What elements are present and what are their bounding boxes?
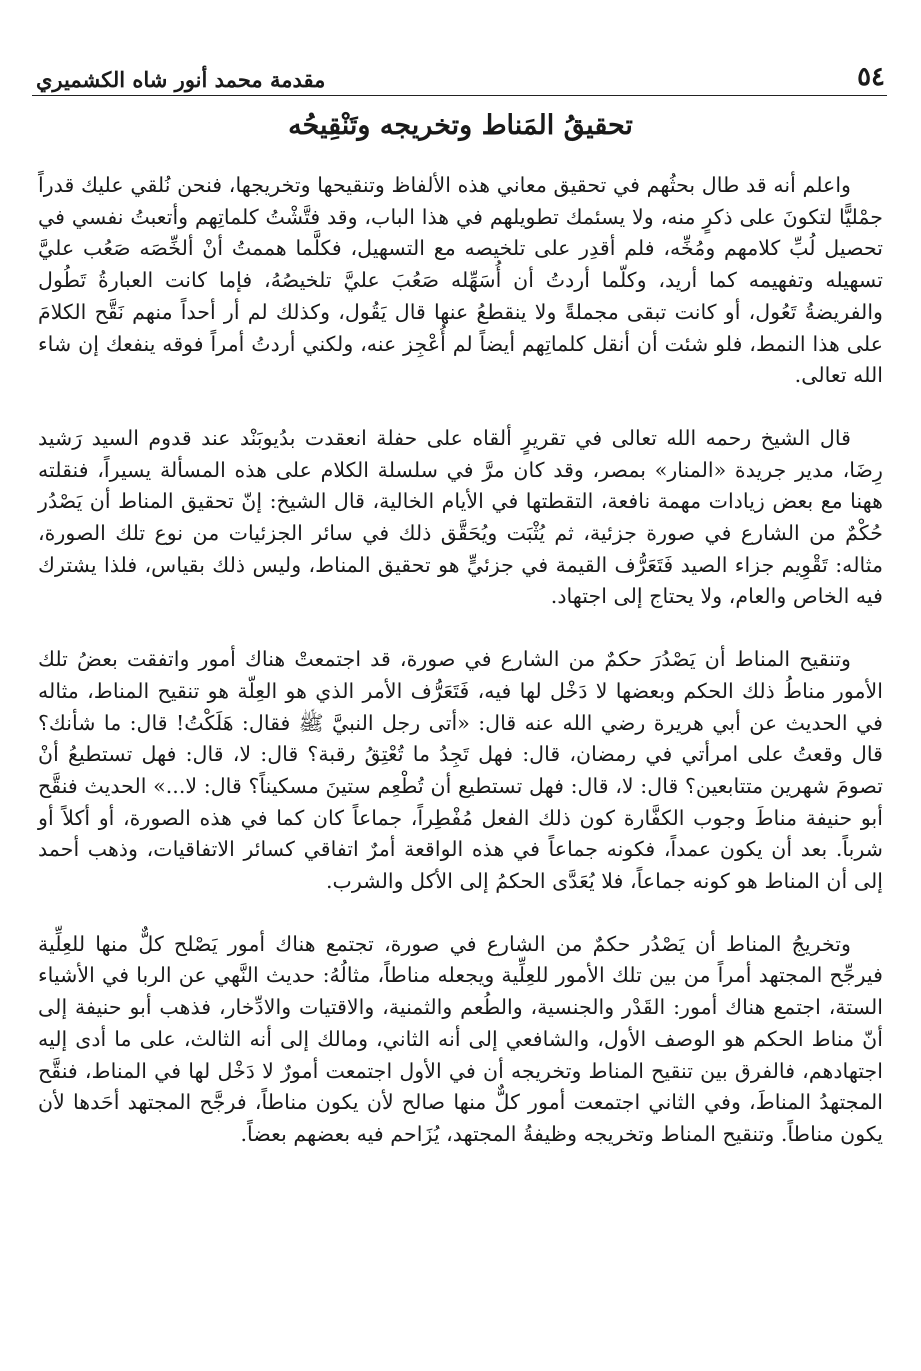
body-text: [38, 170, 883, 1151]
section-title: تحقيقُ المَناط وتخريجه وتَنْقِيحُه: [288, 110, 633, 141]
header-rule: [32, 95, 887, 96]
page-header: [36, 52, 885, 92]
running-title: مقدمة محمد أنور شاه الكشميري: [36, 67, 326, 92]
paragraph-takhrij: وتخريجُ المناط أن يَصْدُر حكمٌ من الشارع في صورة، تجتمع هناك أمور يَصْلح كلٌّ منها للعِلِّية فيرجِّح المجتهد أمراً من بين تلك الأمور للعِلِّية ويجعله مناطاً، مثالُهُ: حديث النَّهي عن الربا في الأشياء الستة، اجتمع هناك أمور: القَدْر والجنسية، والطُعم والثمنية، والاقتيات والادِّخار، فذهب أبو حنيفة إلى أنّ مناط الحكم هو الوصف الأول، والشافعي إلى أنه الثاني، ومالك إلى أنه الثالث، على ما أدى إليه اجتهادهم، فالفرق بين تنقيح المناط وتخريجه أن في الأول اجتمعت أمورٌ لا دَخْل لها في المناط، فنقَّح المجتهدُ المناطَ، وفي الثاني اجتمعت أمور كلٌّ منها صالح لأن يكون مناطاً، فرجَّح المجتهد أحَدها لأن يكون مناطاً. وتنقيح المناط وتخريجه وظيفةُ المجتهد، يُزَاحم فيه بعضهم بعضاً.: [38, 931, 883, 1146]
paragraph-intro: واعلم أنه قد طال بحثُهم في تحقيق معاني هذه الألفاظ وتنقيحها وتخريجها، فنحن نُلقي عليك قدراً جمْليًّا لتكونَ على ذكرٍ منه، ولا يسئمك تطويلهم في هذا الباب، وقد فتَّشْتُ كلماتِهم وأتعبتُ نفسي في تحصيل لُبِّ كلامهم ومُخِّه، فلم أقدِر على تلخيصه مع التسهيل، فكلَّما هممتُ أنْ ألخِّصَه صَعُب عليَّ تسهيله وتفهيمه كما أريد، وكلّما أردتُ أن أُسَهِّله صَعُبَ عليَّ تلخيصُهُ، فإما كانت العبارةُ تَطُول والفريضةُ تَعُول، أو كانت تبقى مجملةً ولا ينقطعُ عنها قال يَقُول، وكذلك لم أر أحداً منهم نَقَّح الكلامَ على هذا النمط، فلو شئت أن أنقل كلماتِهم أيضاً لم أُعْجِز عنه، ولكني أردتُ أمراً فوقه ينفعك إن شاء الله تعالى.: [38, 173, 883, 388]
paragraph-tahqiq: قال الشيخ رحمه الله تعالى في تقريرٍ ألقاه على حفلة انعقدت بدُيوبَنْد عند قدوم السيد رَشيد رِضَا، مدير جريدة «المنار» بمصر، وقد كان مرَّ في سلسلة الكلام على هذه المسألة يسيراً، فنقلته ههنا مع بعض زيادات مهمة نافعة، التقطتها في الأيام الخالية، قال الشيخ: إنّ تحقيق المناط أن يَصْدُر حُكْمٌ من الشارع في صورة جزئية، ثم يُثْبَت ويُحَقَّق ذلك في سائر الجزئيات من نوع تلك الصورة، مثاله: تَقْوِيم جزاء الصيد فَتَعَرُّف القيمة في جزئيٍّ هو تحقيق المناط، وليس ذلك بقياس، فلذا يشترك فيه الخاص والعام، ولا يحتاج إلى اجتهاد.: [38, 425, 883, 609]
paragraph-tanqih: وتنقيح المناط أن يَصْدُرَ حكمٌ من الشارع في صورة، قد اجتمعتْ هناك أمور واتفقت بعضُ تلك الأمور مناطُ ذلك الحكم وبعضها لا دَخْل لها فيه، فَتَعَرُّف الأمر الذي هو العِلّة هو تنقيح المناط، مثاله في الحديث عن أبي هريرة رضي الله عنه قال: «أتى رجل النبيَّ ﷺ فقال: هَلَكْتُ! قال: ما شأنك؟ قال وقعتُ على امرأتي في رمضان، قال: فهل تَجِدُ ما تُعْتِقُ رقبة؟ قال: لا، قال: فهل تستطيعُ أنْ تصومَ شهرين متتابعين؟ قال: لا، قال: فهل تستطيع أن تُطْعِم ستينَ مسكيناً؟ قال: لا...» الحديث فنقَّح أبو حنيفة مناطَ وجوب الكفَّارة كون ذلك الفعل مُفْطِراً، جماعاً كان كما في هذه الصورة، أو أكلاً أو شرباً. بعد أن يكون عمداً، فكونه جماعاً في هذه الواقعة أمرٌ اتفاقي كسائر الاتفاقيات، وذهب أحمد إلى أن المناط هو كونه جماعاً، فلا يُعَدَّى الحكمُ إلى الأكل والشرب.: [38, 647, 883, 894]
page-number: ٥٤: [857, 62, 885, 92]
